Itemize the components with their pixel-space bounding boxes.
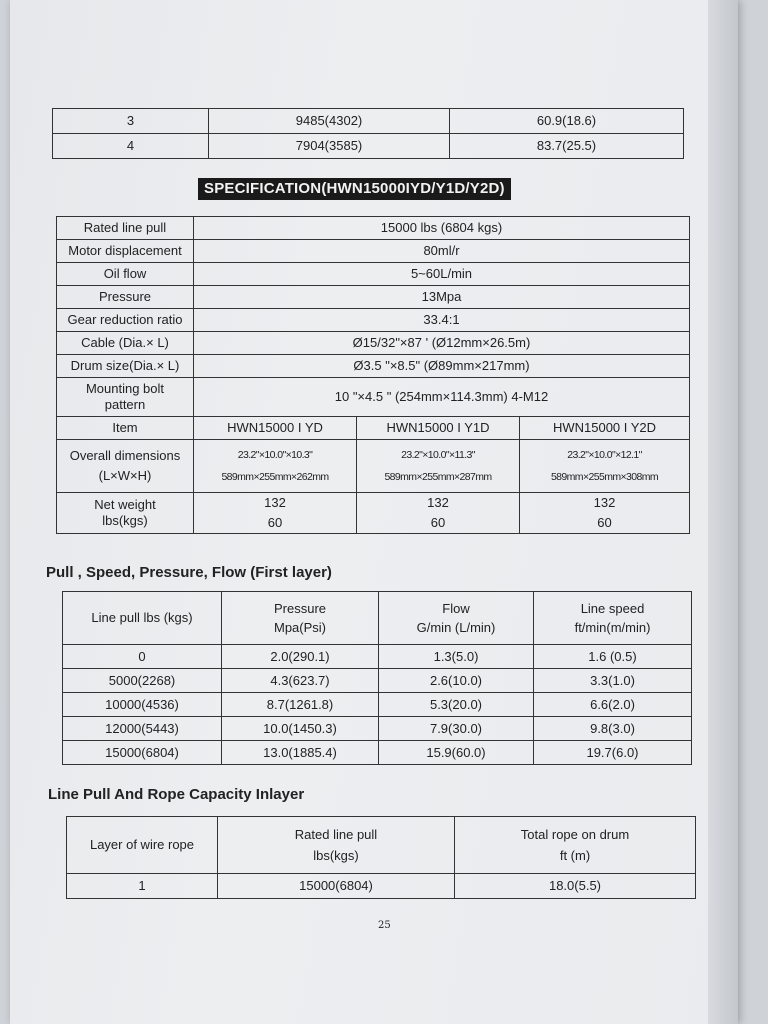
table-cell: 9485(4302) [209,109,450,134]
column-header: Layer of wire rope [67,817,218,874]
table-row [53,109,684,134]
table-cell: 15000(6804) [63,741,222,765]
dimension-mm: 589mm×255mm×287mm [384,471,492,483]
column-header-line: Flow [442,600,470,616]
column-header [379,592,534,645]
table-cell: 1 [67,874,218,899]
weight-cell [194,493,357,534]
table-cell: 2.0(290.1) [222,645,379,669]
column-header [455,817,696,874]
table-cell: 19.7(6.0) [534,741,692,765]
table-cell: 4 [53,134,209,159]
model-cell: HWN15000 I YD [194,417,357,440]
spec-row-pressure [57,286,690,309]
weight-kgs: 60 [430,515,446,530]
table-cell: 10000(4536) [63,693,222,717]
dimension-cell [520,440,690,493]
document-page [10,0,738,1024]
model-cell: HWN15000 I Y1D [357,417,520,440]
spec-label-line: Overall dimensions [69,448,181,463]
spec-row-gear-ratio [57,309,690,332]
table-row [63,693,692,717]
flow-table [62,591,692,765]
rope-heading: Line Pull And Rope Capacity Inlayer [48,786,305,803]
spec-row-item [57,417,690,440]
spec-label: Rated line pull [57,217,194,240]
table-cell: 5.3(20.0) [379,693,534,717]
weight-kgs: 60 [597,515,612,530]
dimension-cell [357,440,520,493]
column-header-line: Total rope on drum [520,826,630,842]
weight-cell [357,493,520,534]
column-header-line: lbs(kgs) [313,847,359,863]
table-cell: 3 [53,109,209,134]
table-cell: 1.6 (0.5) [534,645,692,669]
table-cell: 6.6(2.0) [534,693,692,717]
spec-row-weight [57,493,690,534]
table-cell: 10.0(1450.3) [222,717,379,741]
column-header [534,592,692,645]
table-cell: 7.9(30.0) [379,717,534,741]
table-row [63,645,692,669]
table-cell: 7904(3585) [209,134,450,159]
flow-heading: Pull , Speed, Pressure, Flow (First layer) [46,564,332,581]
column-header-line: Pressure [273,600,327,616]
table-cell: 1.3(5.0) [379,645,534,669]
spec-label [57,493,194,534]
column-header-line: ft (m) [559,847,591,863]
table-cell: 3.3(1.0) [534,669,692,693]
table-cell: 12000(5443) [63,717,222,741]
spec-value: 15000 lbs (6804 kgs) [194,217,690,240]
table-cell: 9.8(3.0) [534,717,692,741]
spec-value: 10 "×4.5 " (254mm×114.3mm) 4-M12 [194,378,690,417]
table-cell: 8.7(1261.8) [222,693,379,717]
spec-label: Gear reduction ratio [57,309,194,332]
rope-table [66,816,696,899]
spec-row-drum [57,355,690,378]
spec-label-line: lbs(kgs) [102,513,148,528]
spec-value: Ø15/32"×87 ' (Ø12mm×26.5m) [194,332,690,355]
spec-row-dimensions [57,440,690,493]
table-row [63,669,692,693]
spec-label: Motor displacement [57,240,194,263]
spec-row-oil-flow [57,263,690,286]
model-cell: HWN15000 I Y2D [520,417,690,440]
spec-label-line: Mounting bolt [85,381,165,396]
column-header [218,817,455,874]
spec-value: 5~60L/min [194,263,690,286]
weight-lbs: 132 [427,495,449,510]
table-cell: 15.9(60.0) [379,741,534,765]
dimension-inch: 23.2"×10.0"×10.3" [237,449,313,461]
spec-label [57,378,194,417]
spec-value: 13Mpa [194,286,690,309]
dimension-cell [194,440,357,493]
weight-cell [520,493,690,534]
weight-lbs: 132 [264,495,286,510]
table-cell: 83.7(25.5) [450,134,684,159]
table-cell: 0 [63,645,222,669]
dimension-inch: 23.2"×10.0"×11.3" [401,449,475,461]
table-cell: 15000(6804) [218,874,455,899]
spec-value: Ø3.5 "×8.5" (Ø89mm×217mm) [194,355,690,378]
spec-row-rated-line-pull [57,217,690,240]
page-edge-shadow [708,0,738,1024]
table-cell: 18.0(5.5) [455,874,696,899]
table-cell: 2.6(10.0) [379,669,534,693]
column-header [222,592,379,645]
spec-table [56,216,690,534]
spec-label: Drum size(Dia.× L) [57,355,194,378]
spec-label: Cable (Dia.× L) [57,332,194,355]
dimension-mm: 589mm×255mm×308mm [550,471,659,483]
column-header-line: Line speed [580,600,645,616]
spec-label-line: (L×W×H) [98,468,152,483]
column-header-line: ft/min(m/min) [574,619,651,635]
spec-label-line: pattern [104,397,146,412]
column-header-line: G/min (L/min) [416,619,496,635]
continued-table [52,108,684,159]
column-header: Line pull lbs (kgs) [63,592,222,645]
table-row [53,134,684,159]
weight-kgs: 60 [267,515,283,530]
spec-value: 80ml/r [194,240,690,263]
spec-row-mounting [57,378,690,417]
dimension-inch: 23.2"×10.0"×12.1" [567,449,642,461]
spec-value: 33.4:1 [194,309,690,332]
table-cell: 60.9(18.6) [450,109,684,134]
spec-row-cable [57,332,690,355]
dimension-mm: 589mm×255mm×262mm [221,471,329,483]
spec-label: Pressure [57,286,194,309]
weight-lbs: 132 [593,495,616,510]
table-row [63,717,692,741]
table-row [63,741,692,765]
table-header-row [67,817,696,874]
spec-label [57,440,194,493]
column-header-line: Mpa(Psi) [273,619,326,635]
table-row [67,874,696,899]
table-header-row [63,592,692,645]
table-cell: 13.0(1885.4) [222,741,379,765]
spec-row-motor-displacement [57,240,690,263]
spec-label: Item [57,417,194,440]
page-number: 25 [378,920,391,931]
spec-title: SPECIFICATION(HWN15000IYD/Y1D/Y2D) [198,178,511,200]
spec-label: Oil flow [57,263,194,286]
spec-label-line: Net weight [94,497,156,512]
table-cell: 5000(2268) [63,669,222,693]
column-header-line: Rated line pull [294,826,378,842]
table-cell: 4.3(623.7) [222,669,379,693]
